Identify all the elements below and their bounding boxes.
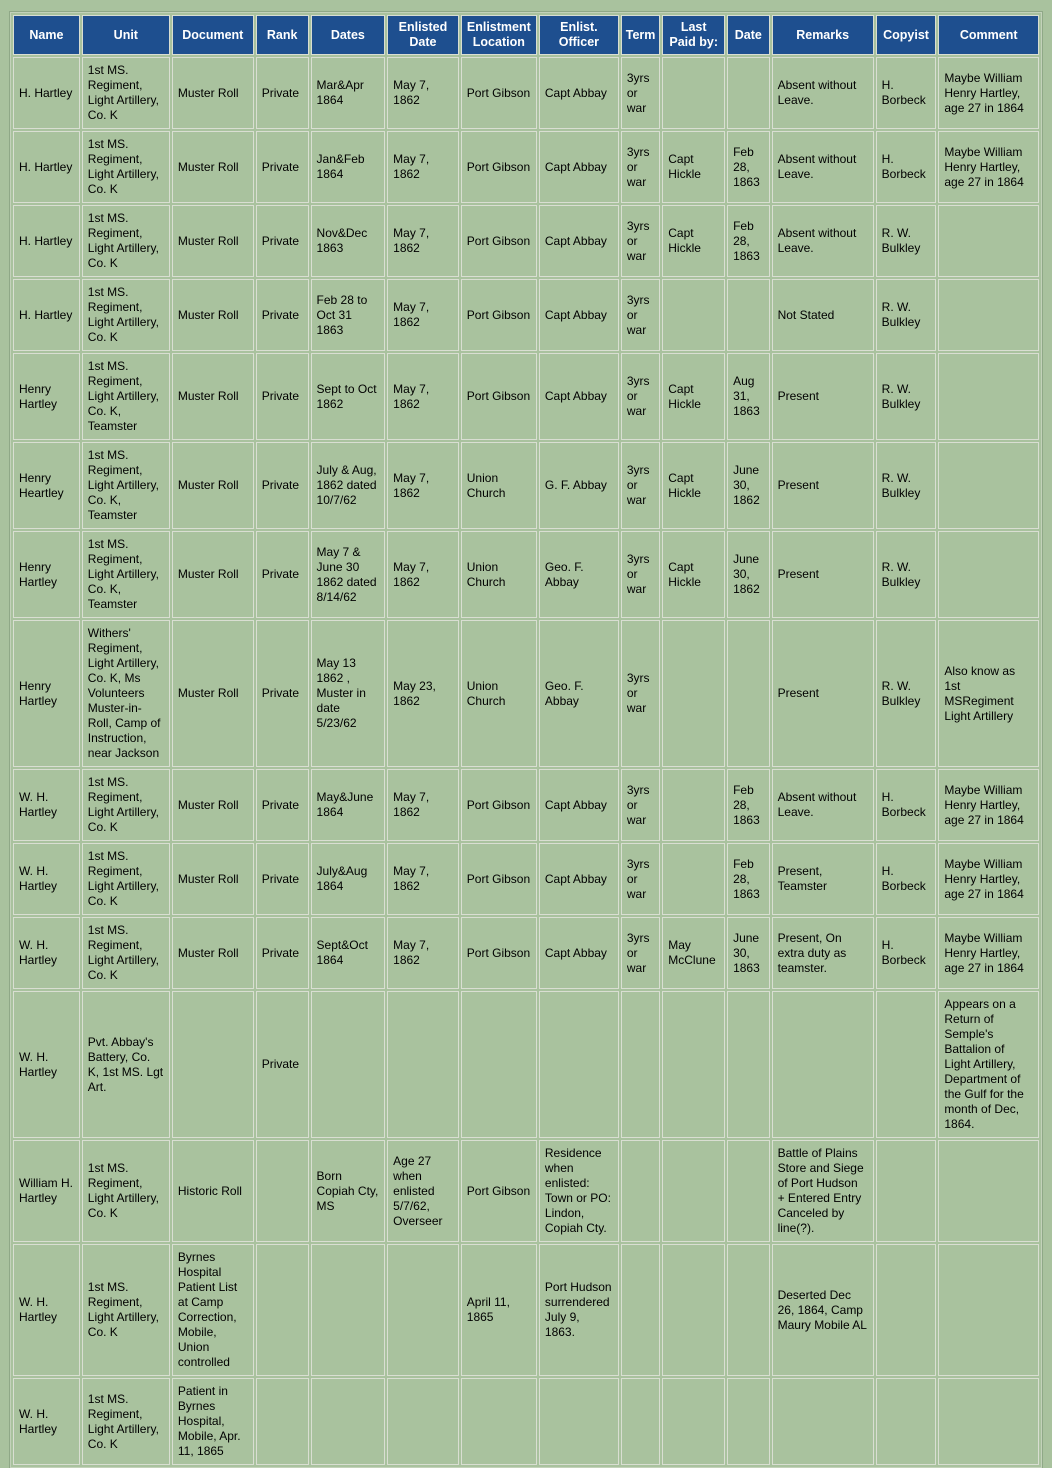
cell-date: Feb 28, 1863 (727, 205, 770, 277)
cell-comment: Maybe William Henry Hartley, age 27 in 1864 (938, 57, 1039, 129)
cell-remarks: Battle of Plains Store and Siege of Port Hudson + Entered Entry Canceled by line(?). (772, 1140, 874, 1242)
cell-last_paid_by (662, 769, 725, 841)
cell-last_paid_by: Capt Hickle (662, 442, 725, 529)
cell-enlistment_location: Port Gibson (461, 769, 537, 841)
cell-enlisted_date: May 7, 1862 (387, 531, 459, 618)
column-header-rank: Rank (256, 15, 309, 55)
cell-name: H. Hartley (13, 57, 80, 129)
cell-term (621, 1244, 660, 1376)
table-row (13, 353, 1039, 440)
cell-document: Muster Roll (172, 353, 254, 440)
cell-unit: Withers' Regiment, Light Artillery, Co. K, Ms Volunteers Muster-in-Roll, Camp of Instruction, near Jackson (82, 620, 170, 767)
cell-rank: Private (256, 131, 309, 203)
cell-date: June 30, 1862 (727, 442, 770, 529)
cell-comment (938, 353, 1039, 440)
cell-enlistment_location: Union Church (461, 442, 537, 529)
cell-dates: July&Aug 1864 (311, 843, 386, 915)
cell-dates (311, 1244, 386, 1376)
cell-unit: 1st MS. Regiment, Light Artillery, Co. K, Teamster (82, 353, 170, 440)
cell-enlistment_location: Port Gibson (461, 917, 537, 989)
cell-enlisted_date: May 7, 1862 (387, 442, 459, 529)
cell-document: Muster Roll (172, 131, 254, 203)
cell-rank: Private (256, 991, 309, 1138)
cell-remarks: Present (772, 353, 874, 440)
column-header-remarks: Remarks (772, 15, 874, 55)
cell-copyist: R. W. Bulkley (876, 353, 937, 440)
cell-last_paid_by (662, 991, 725, 1138)
cell-copyist: H. Borbeck (876, 57, 937, 129)
cell-copyist: H. Borbeck (876, 843, 937, 915)
cell-enlisted_date: May 7, 1862 (387, 279, 459, 351)
cell-enlist_officer (539, 991, 619, 1138)
cell-rank: Private (256, 205, 309, 277)
cell-unit: 1st MS. Regiment, Light Artillery, Co. K (82, 279, 170, 351)
cell-rank: Private (256, 531, 309, 618)
cell-enlist_officer: Capt Abbay (539, 57, 619, 129)
column-header-term: Term (621, 15, 660, 55)
table-header (13, 15, 1039, 55)
cell-enlisted_date: May 7, 1862 (387, 131, 459, 203)
cell-last_paid_by (662, 620, 725, 767)
cell-enlisted_date: May 7, 1862 (387, 57, 459, 129)
cell-name: H. Hartley (13, 279, 80, 351)
cell-comment (938, 1244, 1039, 1376)
cell-remarks: Deserted Dec 26, 1864, Camp Maury Mobile AL (772, 1244, 874, 1376)
cell-rank (256, 1378, 309, 1465)
cell-name: Henry Hartley (13, 620, 80, 767)
cell-term: 3yrs or war (621, 769, 660, 841)
cell-rank: Private (256, 620, 309, 767)
cell-date: Feb 28, 1863 (727, 769, 770, 841)
cell-enlist_officer: Residence when enlisted: Town or PO: Lindon, Copiah Cty. (539, 1140, 619, 1242)
table-row (13, 131, 1039, 203)
cell-date (727, 1244, 770, 1376)
table-row (13, 57, 1039, 129)
cell-enlisted_date: May 7, 1862 (387, 843, 459, 915)
cell-enlistment_location (461, 1378, 537, 1465)
cell-rank: Private (256, 843, 309, 915)
cell-remarks: Absent without Leave. (772, 769, 874, 841)
cell-last_paid_by: Capt Hickle (662, 131, 725, 203)
table-row (13, 1140, 1039, 1242)
table-row (13, 205, 1039, 277)
cell-dates: May 13 1862 , Muster in date 5/23/62 (311, 620, 386, 767)
column-header-enlistment_location: Enlistment Location (461, 15, 537, 55)
cell-enlist_officer (539, 1378, 619, 1465)
cell-name: W. H. Hartley (13, 769, 80, 841)
table-row (13, 279, 1039, 351)
cell-unit: 1st MS. Regiment, Light Artillery, Co. K (82, 1140, 170, 1242)
cell-date (727, 1378, 770, 1465)
cell-enlist_officer: Port Hudson surrendered July 9, 1863. (539, 1244, 619, 1376)
cell-last_paid_by: Capt Hickle (662, 205, 725, 277)
column-header-dates: Dates (311, 15, 386, 55)
cell-enlisted_date: May 7, 1862 (387, 205, 459, 277)
column-header-name: Name (13, 15, 80, 55)
cell-enlisted_date: Age 27 when enlisted 5/7/62, Overseer (387, 1140, 459, 1242)
cell-term: 3yrs or war (621, 843, 660, 915)
cell-remarks (772, 991, 874, 1138)
cell-term: 3yrs or war (621, 353, 660, 440)
cell-name: W. H. Hartley (13, 843, 80, 915)
cell-dates: May 7 & June 30 1862 dated 8/14/62 (311, 531, 386, 618)
cell-last_paid_by (662, 1140, 725, 1242)
cell-copyist: R. W. Bulkley (876, 531, 937, 618)
cell-enlist_officer: Geo. F. Abbay (539, 531, 619, 618)
cell-copyist (876, 991, 937, 1138)
table-header-row (13, 15, 1039, 55)
cell-date (727, 620, 770, 767)
cell-last_paid_by (662, 1378, 725, 1465)
cell-enlistment_location: Union Church (461, 620, 537, 767)
table-row (13, 620, 1039, 767)
cell-document: Byrnes Hospital Patient List at Camp Correction, Mobile, Union controlled (172, 1244, 254, 1376)
cell-dates: Mar&Apr 1864 (311, 57, 386, 129)
cell-dates (311, 1378, 386, 1465)
column-header-unit: Unit (82, 15, 170, 55)
cell-dates (311, 991, 386, 1138)
cell-name: W. H. Hartley (13, 991, 80, 1138)
cell-remarks: Not Stated (772, 279, 874, 351)
cell-enlistment_location: Port Gibson (461, 131, 537, 203)
cell-unit: 1st MS. Regiment, Light Artillery, Co. K (82, 843, 170, 915)
cell-date (727, 991, 770, 1138)
cell-term: 3yrs or war (621, 205, 660, 277)
cell-enlist_officer: Geo. F. Abbay (539, 620, 619, 767)
cell-last_paid_by (662, 279, 725, 351)
column-header-comment: Comment (938, 15, 1039, 55)
column-header-last_paid_by: Last Paid by: (662, 15, 725, 55)
cell-unit: 1st MS. Regiment, Light Artillery, Co. K (82, 769, 170, 841)
cell-remarks (772, 1378, 874, 1465)
cell-last_paid_by: May McClune (662, 917, 725, 989)
cell-enlisted_date (387, 1378, 459, 1465)
cell-enlisted_date: May 23, 1862 (387, 620, 459, 767)
cell-enlistment_location: Port Gibson (461, 57, 537, 129)
cell-last_paid_by: Capt Hickle (662, 353, 725, 440)
cell-rank: Private (256, 279, 309, 351)
cell-term: 3yrs or war (621, 279, 660, 351)
cell-enlist_officer: Capt Abbay (539, 205, 619, 277)
cell-rank: Private (256, 442, 309, 529)
cell-document: Muster Roll (172, 531, 254, 618)
cell-unit: Pvt. Abbay's Battery, Co. K, 1st MS. Lgt Art. (82, 991, 170, 1138)
cell-copyist: H. Borbeck (876, 769, 937, 841)
table-body (13, 57, 1039, 1465)
cell-dates: Feb 28 to Oct 31 1863 (311, 279, 386, 351)
cell-enlist_officer: Capt Abbay (539, 769, 619, 841)
table-row (13, 769, 1039, 841)
cell-document: Patient in Byrnes Hospital, Mobile, Apr. 11, 1865 (172, 1378, 254, 1465)
cell-document: Muster Roll (172, 205, 254, 277)
cell-document (172, 991, 254, 1138)
cell-dates: July & Aug, 1862 dated 10/7/62 (311, 442, 386, 529)
cell-document: Muster Roll (172, 620, 254, 767)
cell-remarks: Present (772, 620, 874, 767)
cell-dates: Sept to Oct 1862 (311, 353, 386, 440)
cell-enlist_officer: Capt Abbay (539, 131, 619, 203)
cell-enlist_officer: Capt Abbay (539, 279, 619, 351)
cell-date (727, 279, 770, 351)
cell-last_paid_by: Capt Hickle (662, 531, 725, 618)
cell-unit: 1st MS. Regiment, Light Artillery, Co. K (82, 131, 170, 203)
cell-document: Muster Roll (172, 917, 254, 989)
cell-copyist: R. W. Bulkley (876, 620, 937, 767)
cell-comment (938, 531, 1039, 618)
cell-rank: Private (256, 57, 309, 129)
cell-term (621, 1378, 660, 1465)
cell-copyist: R. W. Bulkley (876, 205, 937, 277)
cell-enlisted_date: May 7, 1862 (387, 353, 459, 440)
cell-dates: Born Copiah Cty, MS (311, 1140, 386, 1242)
cell-copyist (876, 1378, 937, 1465)
cell-term (621, 1140, 660, 1242)
cell-unit: 1st MS. Regiment, Light Artillery, Co. K (82, 57, 170, 129)
cell-enlisted_date: May 7, 1862 (387, 917, 459, 989)
cell-unit: 1st MS. Regiment, Light Artillery, Co. K (82, 1244, 170, 1376)
cell-enlistment_location: Port Gibson (461, 1140, 537, 1242)
column-header-enlisted_date: Enlisted Date (387, 15, 459, 55)
cell-remarks: Present, Teamster (772, 843, 874, 915)
cell-remarks: Present (772, 531, 874, 618)
table-row (13, 991, 1039, 1138)
cell-date: June 30, 1862 (727, 531, 770, 618)
cell-document: Muster Roll (172, 279, 254, 351)
cell-dates: Nov&Dec 1863 (311, 205, 386, 277)
column-header-document: Document (172, 15, 254, 55)
cell-term (621, 991, 660, 1138)
military-records-table (10, 12, 1042, 1468)
cell-enlist_officer: G. F. Abbay (539, 442, 619, 529)
cell-name: W. H. Hartley (13, 1244, 80, 1376)
cell-enlistment_location: Port Gibson (461, 353, 537, 440)
cell-dates: Sept&Oct 1864 (311, 917, 386, 989)
cell-enlisted_date: May 7, 1862 (387, 769, 459, 841)
cell-unit: 1st MS. Regiment, Light Artillery, Co. K (82, 1378, 170, 1465)
cell-enlistment_location: Port Gibson (461, 279, 537, 351)
cell-name: H. Hartley (13, 205, 80, 277)
cell-comment: Maybe William Henry Hartley, age 27 in 1864 (938, 131, 1039, 203)
cell-date: June 30, 1863 (727, 917, 770, 989)
cell-enlisted_date (387, 991, 459, 1138)
cell-term: 3yrs or war (621, 620, 660, 767)
cell-name: William H. Hartley (13, 1140, 80, 1242)
cell-date: Feb 28, 1863 (727, 843, 770, 915)
column-header-copyist: Copyist (876, 15, 937, 55)
cell-enlistment_location: Union Church (461, 531, 537, 618)
cell-dates: May&June 1864 (311, 769, 386, 841)
cell-enlisted_date (387, 1244, 459, 1376)
cell-comment: Also know as 1st MSRegiment Light Artillery (938, 620, 1039, 767)
cell-name: Henry Heartley (13, 442, 80, 529)
cell-copyist: R. W. Bulkley (876, 442, 937, 529)
cell-document: Muster Roll (172, 769, 254, 841)
cell-copyist: R. W. Bulkley (876, 279, 937, 351)
cell-enlistment_location (461, 991, 537, 1138)
cell-comment: Maybe William Henry Hartley, age 27 in 1864 (938, 843, 1039, 915)
cell-rank: Private (256, 769, 309, 841)
cell-name: Henry Hartley (13, 353, 80, 440)
cell-comment (938, 1140, 1039, 1242)
cell-date (727, 57, 770, 129)
cell-enlistment_location: Port Gibson (461, 205, 537, 277)
cell-rank: Private (256, 917, 309, 989)
cell-last_paid_by (662, 843, 725, 915)
cell-document: Muster Roll (172, 57, 254, 129)
cell-unit: 1st MS. Regiment, Light Artillery, Co. K, Teamster (82, 442, 170, 529)
cell-document: Historic Roll (172, 1140, 254, 1242)
cell-rank: Private (256, 353, 309, 440)
cell-term: 3yrs or war (621, 57, 660, 129)
cell-remarks: Absent without Leave. (772, 57, 874, 129)
cell-enlistment_location: Port Gibson (461, 843, 537, 915)
table-row (13, 442, 1039, 529)
cell-comment (938, 1378, 1039, 1465)
table-row (13, 917, 1039, 989)
cell-copyist: H. Borbeck (876, 131, 937, 203)
cell-comment: Appears on a Return of Semple's Battalion of Light Artillery, Department of the Gulf for the month of Dec, 1864. (938, 991, 1039, 1138)
cell-name: W. H. Hartley (13, 1378, 80, 1465)
cell-remarks: Present (772, 442, 874, 529)
cell-comment (938, 279, 1039, 351)
table-row (13, 1378, 1039, 1465)
table-row (13, 1244, 1039, 1376)
cell-rank (256, 1244, 309, 1376)
cell-name: H. Hartley (13, 131, 80, 203)
cell-remarks: Absent without Leave. (772, 205, 874, 277)
cell-term: 3yrs or war (621, 531, 660, 618)
cell-enlist_officer: Capt Abbay (539, 843, 619, 915)
column-header-date: Date (727, 15, 770, 55)
cell-copyist: H. Borbeck (876, 917, 937, 989)
cell-enlistment_location: April 11, 1865 (461, 1244, 537, 1376)
cell-date: Feb 28, 1863 (727, 131, 770, 203)
cell-name: W. H. Hartley (13, 917, 80, 989)
table-row (13, 843, 1039, 915)
cell-document: Muster Roll (172, 843, 254, 915)
cell-remarks: Absent without Leave. (772, 131, 874, 203)
cell-date (727, 1140, 770, 1242)
cell-term: 3yrs or war (621, 917, 660, 989)
cell-comment: Maybe William Henry Hartley, age 27 in 1864 (938, 917, 1039, 989)
cell-unit: 1st MS. Regiment, Light Artillery, Co. K (82, 917, 170, 989)
cell-last_paid_by (662, 57, 725, 129)
cell-unit: 1st MS. Regiment, Light Artillery, Co. K, Teamster (82, 531, 170, 618)
cell-enlist_officer: Capt Abbay (539, 917, 619, 989)
cell-comment (938, 205, 1039, 277)
cell-rank (256, 1140, 309, 1242)
cell-enlist_officer: Capt Abbay (539, 353, 619, 440)
cell-copyist (876, 1244, 937, 1376)
cell-last_paid_by (662, 1244, 725, 1376)
cell-dates: Jan&Feb 1864 (311, 131, 386, 203)
cell-term: 3yrs or war (621, 131, 660, 203)
cell-comment: Maybe William Henry Hartley, age 27 in 1864 (938, 769, 1039, 841)
cell-remarks: Present, On extra duty as teamster. (772, 917, 874, 989)
cell-document: Muster Roll (172, 442, 254, 529)
cell-date: Aug 31, 1863 (727, 353, 770, 440)
cell-unit: 1st MS. Regiment, Light Artillery, Co. K (82, 205, 170, 277)
cell-comment (938, 442, 1039, 529)
cell-copyist (876, 1140, 937, 1242)
table-row (13, 531, 1039, 618)
cell-name: Henry Hartley (13, 531, 80, 618)
column-header-enlist_officer: Enlist. Officer (539, 15, 619, 55)
cell-term: 3yrs or war (621, 442, 660, 529)
